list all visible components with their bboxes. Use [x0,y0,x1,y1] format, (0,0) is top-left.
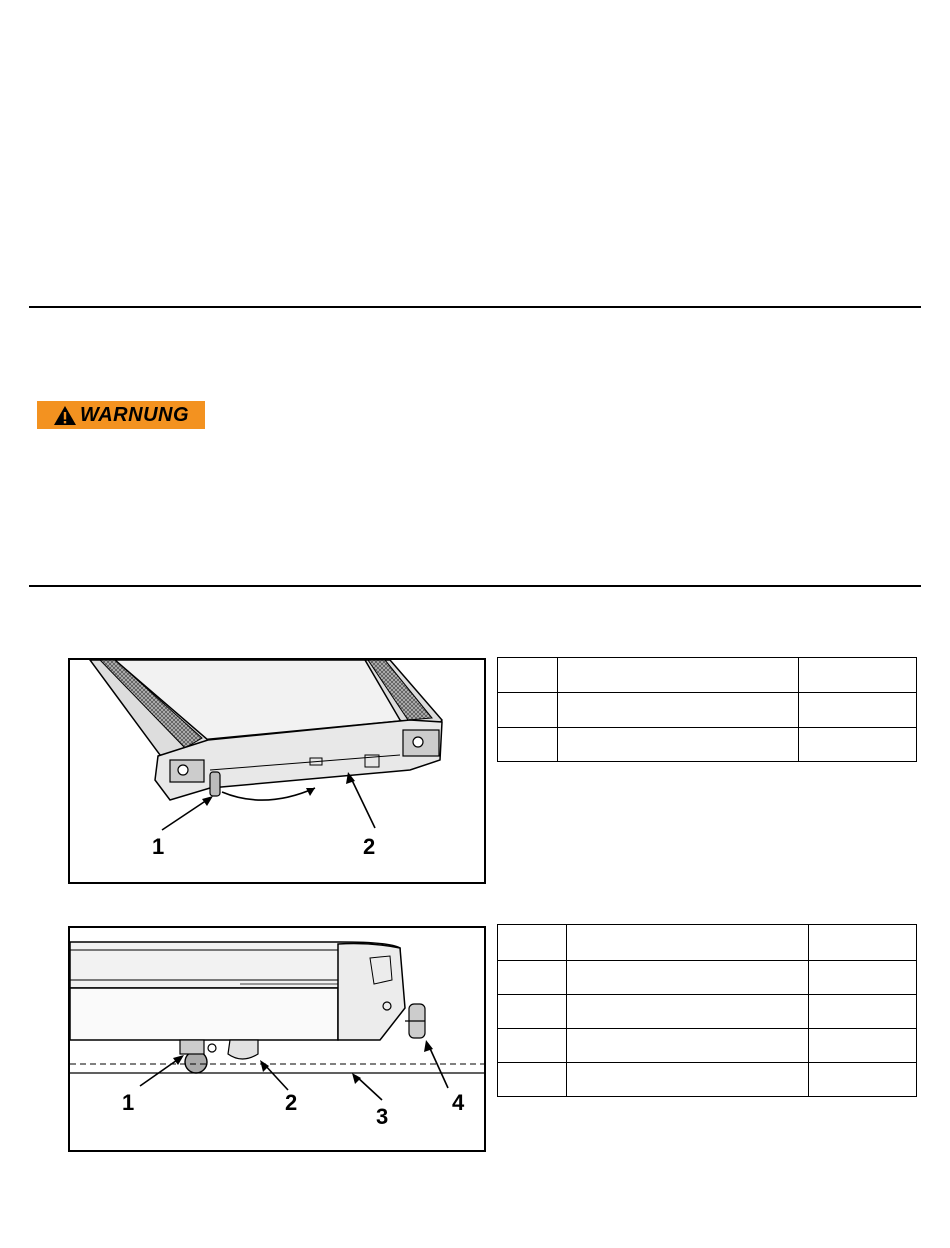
table-cell [799,658,917,693]
callout-2: 2 [363,834,376,859]
table-cell [567,1029,809,1063]
table-cell [567,961,809,995]
parts-table-2 [497,924,917,1097]
table-cell [498,1029,567,1063]
table-cell [809,1063,917,1097]
figure-treadmill-rear [68,658,486,884]
table-cell [809,925,917,961]
figure-treadmill-side [68,926,486,1152]
warning-label [37,401,205,429]
table-cell [567,995,809,1029]
table-row [498,693,917,728]
callout-1: 1 [152,834,165,859]
table-cell [498,925,567,961]
table-row [498,961,917,995]
table-cell [809,961,917,995]
table-cell [567,925,809,961]
table-cell [498,961,567,995]
section-divider-2 [29,585,921,587]
callout-1: 1 [122,1090,135,1115]
table-row [498,728,917,762]
callout-3: 3 [376,1104,389,1129]
table-row [498,925,917,961]
treadmill-rear-illustration [70,660,484,882]
section-divider-1 [29,306,921,308]
table-cell [567,1063,809,1097]
table-cell [809,1029,917,1063]
table-row [498,1029,917,1063]
table-cell [799,728,917,762]
table-cell [809,995,917,1029]
table-cell [799,693,917,728]
table-cell [558,728,799,762]
treadmill-side-illustration [70,928,484,1150]
table-cell [498,658,558,693]
table-row [498,995,917,1029]
table-cell [498,1063,567,1097]
warning-text: WARNUNG [79,403,190,426]
warning-triangle-icon [53,405,77,426]
callout-4: 4 [452,1090,465,1115]
table-cell [558,658,799,693]
table-cell [558,693,799,728]
table-cell [498,728,558,762]
parts-table-1 [497,657,917,762]
table-row [498,1063,917,1097]
callout-2: 2 [285,1090,298,1115]
table-cell [498,995,567,1029]
table-cell [498,693,558,728]
table-row [498,658,917,693]
